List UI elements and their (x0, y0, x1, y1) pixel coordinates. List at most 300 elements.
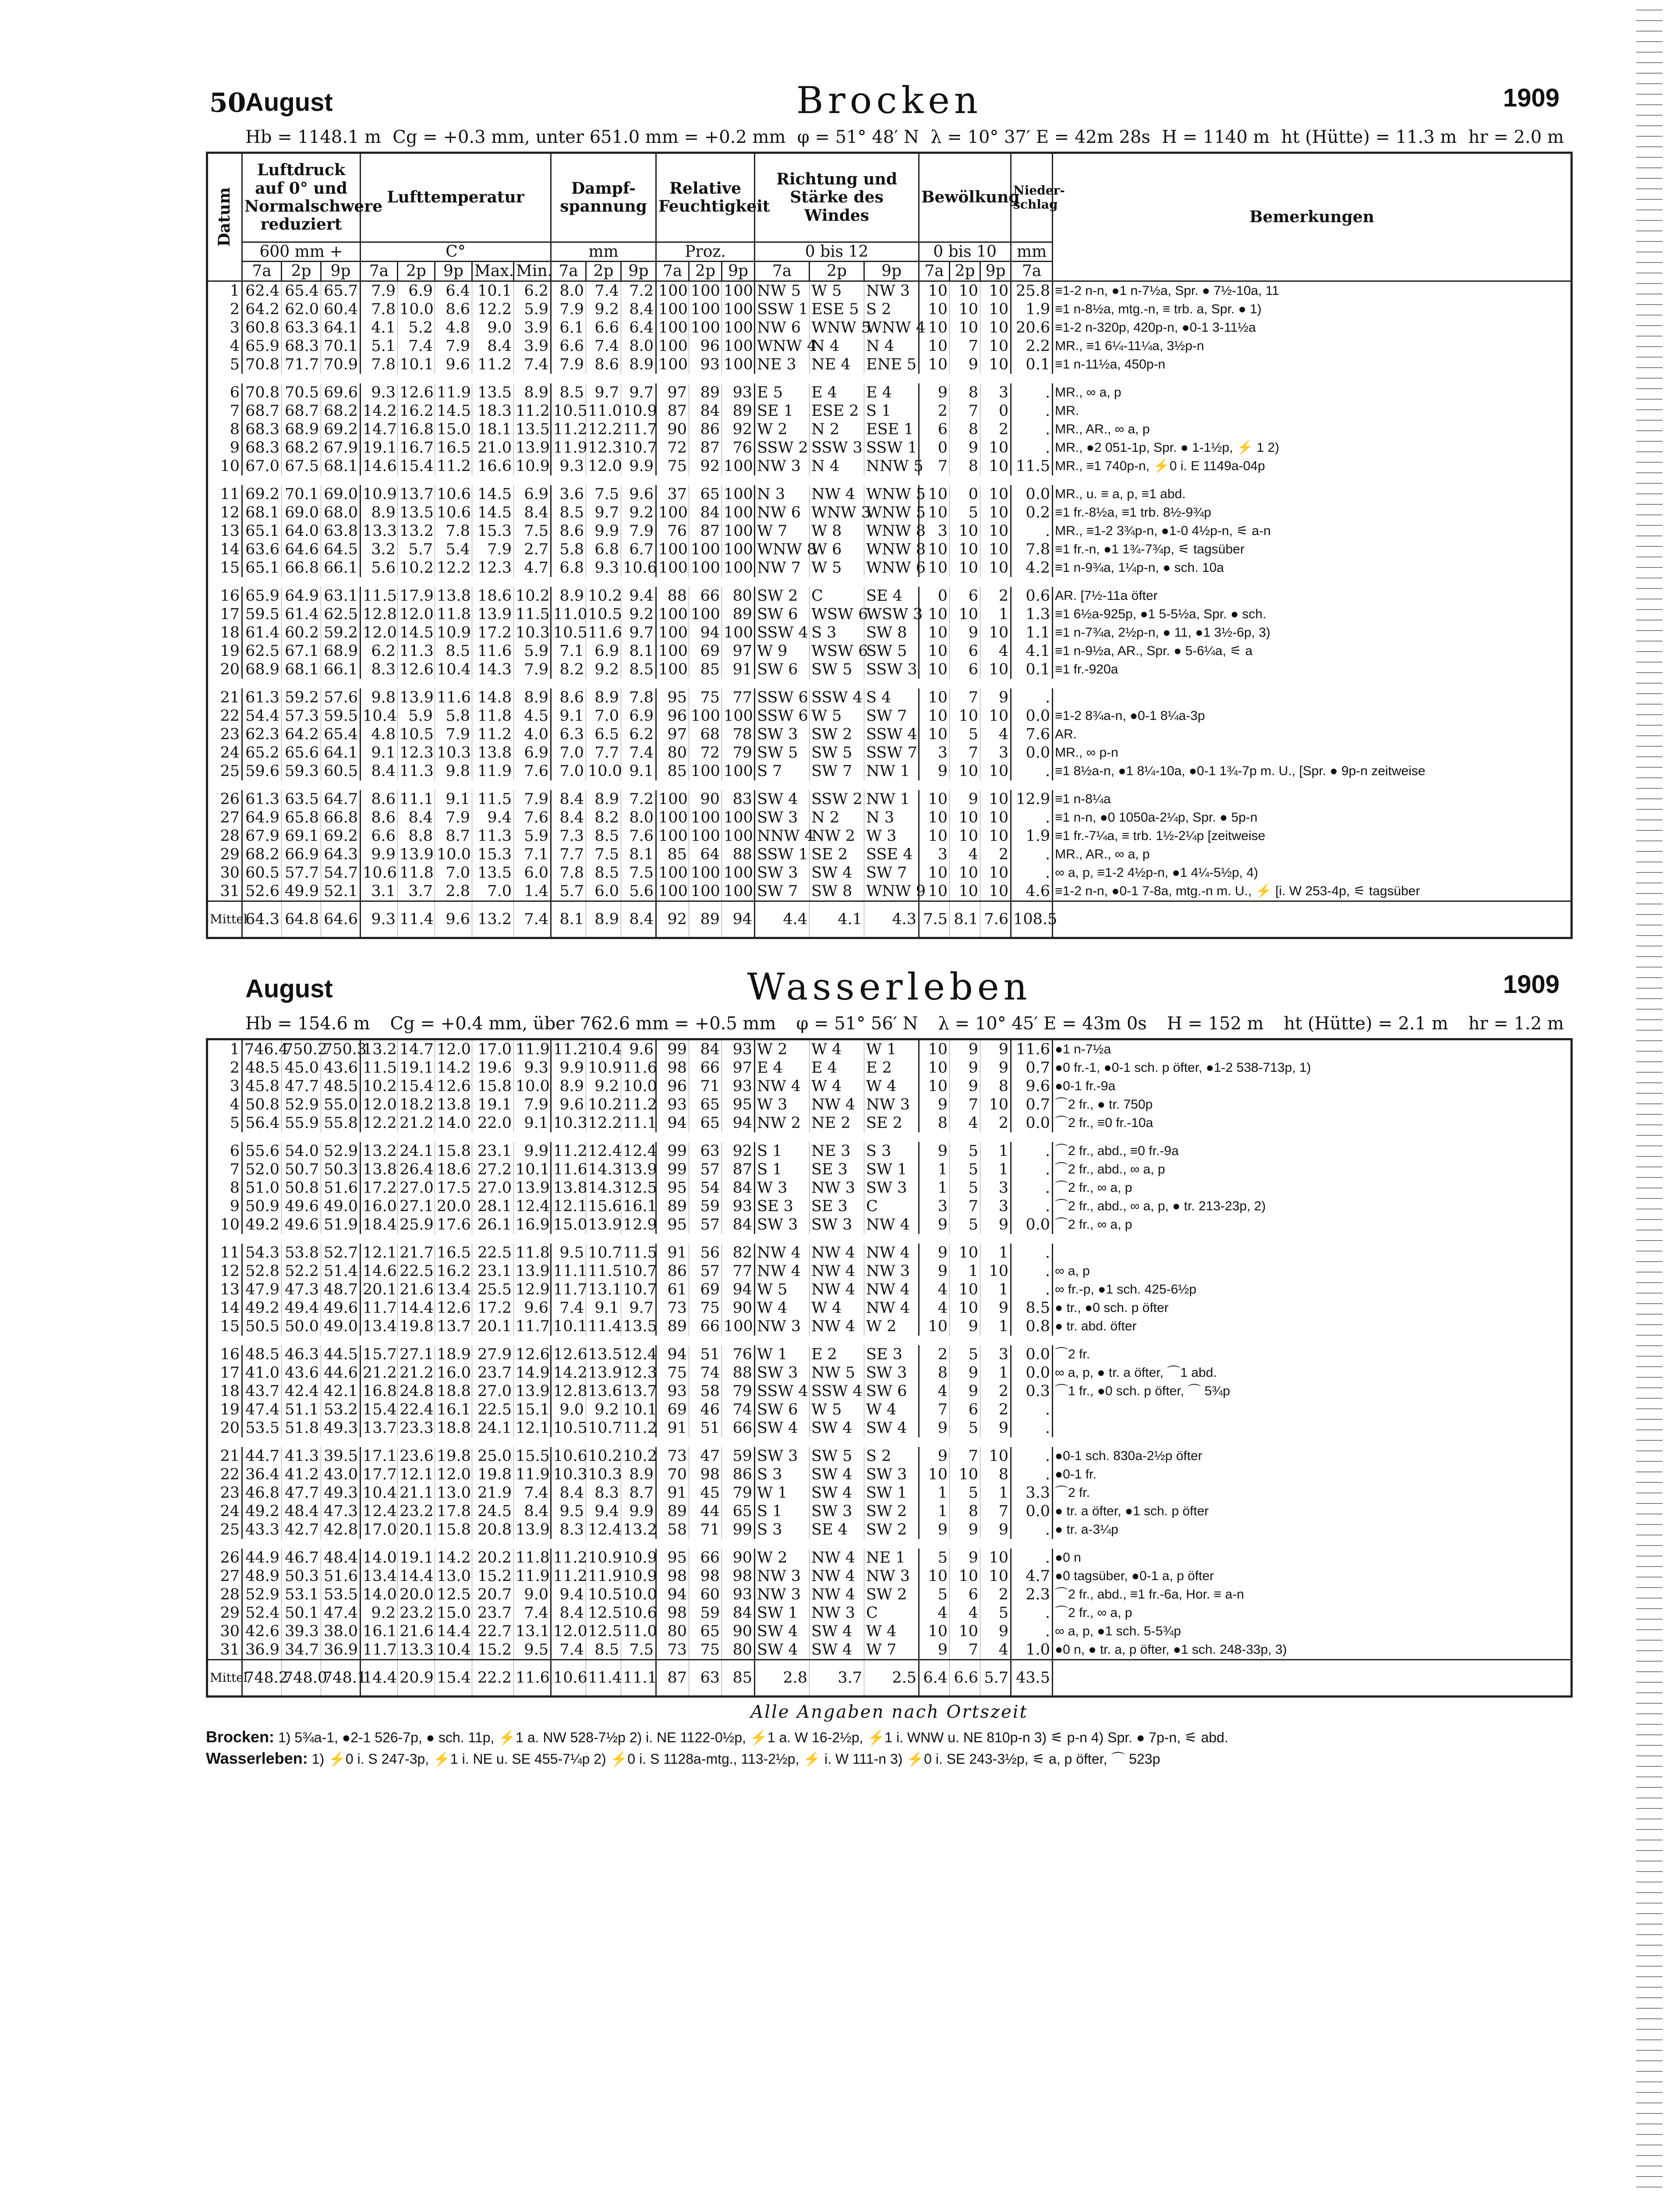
value-cell: 25.0 (472, 1447, 514, 1465)
date-cell: 23 (207, 1484, 242, 1502)
value-cell: 9.8 (435, 762, 472, 780)
value-cell: 4 (980, 725, 1011, 744)
value-cell: 8.3 (361, 660, 398, 679)
value-cell: 69.2 (321, 827, 361, 845)
value-cell: 22.7 (472, 1622, 514, 1641)
value-cell: 16.2 (435, 1262, 472, 1280)
value-cell: 75 (689, 1299, 722, 1317)
value-cell: 15.7 (361, 1345, 398, 1364)
value-cell: 13.5 (514, 420, 551, 439)
value-cell: SW 7 (864, 864, 919, 882)
value-cell: 13.9 (514, 1179, 551, 1197)
value-cell: 7.4 (551, 1641, 586, 1660)
value-cell: 12.6 (398, 660, 435, 679)
value-cell: 10 (980, 624, 1011, 642)
value-cell: . (1011, 864, 1053, 882)
value-cell: 10 (980, 540, 1011, 559)
value-cell: 11.5 (1011, 457, 1053, 475)
value-cell: 8.6 (551, 688, 586, 707)
value-cell: 8.6 (361, 808, 398, 827)
value-cell: 66.8 (282, 559, 321, 577)
value-cell: 84 (689, 402, 722, 420)
value-cell: 53.1 (282, 1585, 321, 1604)
value-cell: 8.4 (472, 337, 514, 355)
value-cell: WNW 5 (864, 503, 919, 522)
value-cell: 16.9 (514, 1216, 551, 1234)
value-cell: 17.7 (361, 1465, 398, 1484)
value-cell: 89 (722, 402, 755, 420)
remarks-cell: ●0 n (1053, 1549, 1572, 1567)
value-cell: 48.7 (321, 1280, 361, 1299)
value-cell: SW 2 (864, 1521, 919, 1539)
value-cell: E 4 (810, 383, 864, 402)
value-cell: 11.2 (621, 1096, 656, 1114)
value-cell: 100 (689, 300, 722, 319)
value-cell: 62.5 (321, 605, 361, 624)
value-cell: 100 (689, 882, 722, 901)
value-cell: 8.5 (551, 503, 586, 522)
value-cell: 8.9 (586, 790, 621, 808)
value-cell: 1.0 (1011, 1641, 1053, 1660)
value-cell: 0.1 (1011, 355, 1053, 374)
table-row (207, 1567, 1572, 1585)
value-cell: 11.7 (361, 1641, 398, 1660)
date-cell: 28 (207, 1585, 242, 1604)
value-cell: . (1011, 1262, 1053, 1280)
value-cell: 10.7 (621, 1262, 656, 1280)
mean-cell: 4.4 (755, 901, 810, 938)
value-cell: 67.1 (282, 642, 321, 660)
value-cell: 49.4 (282, 1299, 321, 1317)
value-cell: 20.1 (398, 1521, 435, 1539)
value-cell: SW 3 (755, 1364, 810, 1382)
col-wind: Richtung und Stärke des Windes (755, 153, 919, 242)
value-cell: 1 (919, 1179, 950, 1197)
mean-cell: 5.7 (980, 1659, 1011, 1696)
value-cell: 14.2 (361, 402, 398, 420)
value-cell: 7 (950, 402, 980, 420)
value-cell: 11.9 (472, 762, 514, 780)
value-cell: 7.6 (621, 827, 656, 845)
value-cell: SSW 4 (810, 1382, 864, 1400)
value-cell: SW 4 (755, 790, 810, 808)
value-cell: 12.2 (472, 300, 514, 319)
value-cell: 10 (980, 1447, 1011, 1465)
value-cell: 66 (689, 1059, 722, 1077)
sub-9p: 9p (980, 262, 1011, 281)
value-cell: 11.1 (398, 790, 435, 808)
value-cell: 41.3 (282, 1447, 321, 1465)
value-cell: 66.1 (321, 660, 361, 679)
value-cell: 63.6 (242, 540, 282, 559)
value-cell: 8.2 (586, 808, 621, 827)
value-cell: 87 (656, 402, 689, 420)
value-cell: 10.9 (586, 1059, 621, 1077)
table-row (207, 1604, 1572, 1622)
value-cell: SE 2 (864, 1114, 919, 1132)
value-cell: 0.0 (1011, 1216, 1053, 1234)
value-cell: WNW 4 (864, 319, 919, 337)
remarks-cell: ● tr. a öfter, ●1 sch. p öfter (1053, 1502, 1572, 1521)
value-cell: 10 (919, 1317, 950, 1336)
value-cell: 76 (722, 1345, 755, 1364)
remarks-cell: ≡1 n-11½a, 450p-n (1053, 355, 1572, 374)
remarks-cell: ⌒2 fr., ≡0 fr.-10a (1053, 1114, 1572, 1132)
table-row (207, 1641, 1572, 1660)
value-cell: 6 (950, 587, 980, 605)
value-cell: 62.5 (242, 642, 282, 660)
row-spacer (207, 1336, 1572, 1345)
value-cell: 20.1 (361, 1280, 398, 1299)
value-cell: 10.5 (551, 1419, 586, 1437)
sub-7a: 7a (242, 262, 282, 281)
table-row (207, 1419, 1572, 1437)
value-cell: 10.2 (586, 587, 621, 605)
value-cell: 45.0 (282, 1059, 321, 1077)
value-cell: 9 (919, 1142, 950, 1160)
value-cell: 9.9 (621, 1502, 656, 1521)
date-cell: 15 (207, 559, 242, 577)
value-cell: W 4 (864, 1400, 919, 1419)
value-cell: 13.0 (435, 1484, 472, 1502)
value-cell: 66.8 (321, 808, 361, 827)
value-cell: 7.4 (514, 1484, 551, 1502)
value-cell: 15.8 (472, 1077, 514, 1096)
value-cell: 51.9 (321, 1216, 361, 1234)
date-cell: 2 (207, 300, 242, 319)
value-cell: 9 (919, 1419, 950, 1437)
value-cell: 1 (980, 1364, 1011, 1382)
value-cell: 9.7 (621, 624, 656, 642)
value-cell: 10 (919, 1622, 950, 1641)
value-cell: 4 (980, 642, 1011, 660)
value-cell: . (1011, 808, 1053, 827)
value-cell: 3 (919, 1197, 950, 1216)
date-cell: 5 (207, 355, 242, 374)
value-cell: 11.6 (472, 642, 514, 660)
value-cell: 5 (950, 1216, 980, 1234)
value-cell: ENE 5 (864, 355, 919, 374)
value-cell: 93 (656, 1096, 689, 1114)
value-cell: S 2 (864, 300, 919, 319)
value-cell: 20.0 (398, 1585, 435, 1604)
value-cell: 5.7 (551, 882, 586, 901)
value-cell: 4.1 (1011, 642, 1053, 660)
value-cell: 10 (980, 1549, 1011, 1567)
table-row (207, 1345, 1572, 1364)
value-cell: 9.3 (551, 457, 586, 475)
value-cell: 9.2 (621, 503, 656, 522)
value-cell: NW 6 (755, 503, 810, 522)
value-cell: SSW 2 (755, 439, 810, 457)
value-cell: 10.5 (586, 605, 621, 624)
value-cell: 10 (919, 688, 950, 707)
value-cell: 59.5 (321, 707, 361, 725)
value-cell: 6.9 (514, 485, 551, 503)
value-cell: 0 (980, 402, 1011, 420)
value-cell: 5 (919, 1585, 950, 1604)
value-cell: SW 3 (864, 1364, 919, 1382)
value-cell: 12.0 (551, 1622, 586, 1641)
brocken-const: H = 1140 m (1162, 127, 1270, 147)
date-cell: 10 (207, 457, 242, 475)
value-cell: SE 2 (810, 845, 864, 864)
value-cell: 10 (919, 300, 950, 319)
date-cell: 24 (207, 1502, 242, 1521)
value-cell: 9 (919, 1641, 950, 1660)
value-cell: 20.8 (472, 1521, 514, 1539)
value-cell: WNW 9 (864, 882, 919, 901)
value-cell: 8.6 (361, 790, 398, 808)
value-cell: SW 3 (755, 864, 810, 882)
value-cell: 52.7 (321, 1244, 361, 1262)
value-cell: S 1 (755, 1502, 810, 1521)
remarks-cell: ⌒2 fr., abd., ≡1 fr.-6a, Hor. ≡ a-n (1053, 1585, 1572, 1604)
value-cell: 64.6 (282, 540, 321, 559)
value-cell: 2 (980, 1382, 1011, 1400)
value-cell: 90 (656, 420, 689, 439)
value-cell: 10 (980, 790, 1011, 808)
value-cell: 43.0 (321, 1465, 361, 1484)
value-cell: 47.9 (242, 1280, 282, 1299)
value-cell: 13.8 (472, 744, 514, 762)
value-cell: SE 3 (755, 1197, 810, 1216)
value-cell: 13.2 (621, 1521, 656, 1539)
remarks-cell: ≡1 fr.-920a (1053, 660, 1572, 679)
value-cell: 93 (722, 1585, 755, 1604)
value-cell: E 5 (755, 383, 810, 402)
value-cell: 13.8 (435, 587, 472, 605)
value-cell: W 4 (810, 1077, 864, 1096)
value-cell: 7 (980, 1502, 1011, 1521)
remarks-cell: ●0-1 fr.-9a (1053, 1077, 1572, 1096)
value-cell: 9.3 (514, 1059, 551, 1077)
value-cell: 55.9 (282, 1114, 321, 1132)
value-cell: 15.4 (398, 457, 435, 475)
value-cell: 11.3 (472, 827, 514, 845)
value-cell: 7.9 (551, 300, 586, 319)
date-cell: 8 (207, 1179, 242, 1197)
value-cell: 10 (919, 605, 950, 624)
value-cell: 68.1 (321, 457, 361, 475)
value-cell: 3.3 (1011, 1484, 1053, 1502)
value-cell: 65.7 (321, 281, 361, 300)
value-cell: 63.5 (282, 790, 321, 808)
value-cell: 21.0 (472, 439, 514, 457)
value-cell: 2 (919, 1345, 950, 1364)
value-cell: 43.6 (282, 1364, 321, 1382)
value-cell: N 3 (864, 808, 919, 827)
value-cell: . (1011, 383, 1053, 402)
mean-cell: 64.8 (282, 901, 321, 938)
value-cell: 13.5 (472, 383, 514, 402)
value-cell: 16.2 (398, 402, 435, 420)
value-cell: 100 (689, 762, 722, 780)
value-cell: NW 3 (810, 1604, 864, 1622)
wasserleben-const: φ = 51° 56′ N (796, 1013, 918, 1034)
value-cell: NW 3 (864, 1567, 919, 1585)
remarks-cell: MR., ∞ a, p (1053, 383, 1572, 402)
mean-cell: 6.4 (919, 1659, 950, 1696)
value-cell: 9.6 (1011, 1077, 1053, 1096)
value-cell: 12.9 (1011, 790, 1053, 808)
sub-max: Max. (472, 262, 514, 281)
value-cell: 50.9 (242, 1197, 282, 1216)
value-cell: 46 (689, 1400, 722, 1419)
value-cell: 10.4 (586, 1039, 621, 1059)
value-cell: NW 4 (755, 1077, 810, 1096)
value-cell: 53.2 (321, 1400, 361, 1419)
value-cell: 11.2 (551, 1142, 586, 1160)
value-cell: 23.1 (472, 1262, 514, 1280)
table-row (207, 660, 1572, 679)
value-cell: 22.5 (472, 1400, 514, 1419)
mean-cell: 7.6 (980, 901, 1011, 938)
value-cell: 2 (980, 1114, 1011, 1132)
date-cell: 31 (207, 1641, 242, 1660)
value-cell: 10.2 (514, 587, 551, 605)
value-cell: 87 (722, 1160, 755, 1179)
remarks-cell: ⌒2 fr., abd., ∞ a, p, ● tr. 213-23p, 2) (1053, 1197, 1572, 1216)
value-cell: 75 (689, 1641, 722, 1660)
value-cell: 16.0 (361, 1197, 398, 1216)
remarks-cell: ●0-1 fr. (1053, 1465, 1572, 1484)
value-cell: 8.9 (514, 383, 551, 402)
value-cell: 50.8 (282, 1179, 321, 1197)
value-cell: NW 5 (810, 1364, 864, 1382)
value-cell: 0.0 (1011, 707, 1053, 725)
value-cell: 8.4 (551, 808, 586, 827)
value-cell: S 3 (755, 1465, 810, 1484)
value-cell: W 5 (810, 281, 864, 300)
value-cell: NW 2 (810, 827, 864, 845)
value-cell: 64.1 (321, 319, 361, 337)
value-cell: 24.1 (398, 1142, 435, 1160)
value-cell: NW 4 (810, 1567, 864, 1585)
value-cell: 0.6 (1011, 587, 1053, 605)
brocken-station: Brocken (796, 79, 983, 122)
value-cell: 12.3 (621, 1364, 656, 1382)
value-cell: 10 (919, 624, 950, 642)
remarks-cell: ∞ a, p, ●1 sch. 5-5¾p (1053, 1622, 1572, 1641)
value-cell: 78 (722, 725, 755, 744)
unit-wind: 0 bis 12 (755, 242, 919, 262)
value-cell: SW 4 (810, 864, 864, 882)
table-row (207, 1077, 1572, 1096)
value-cell: 9.2 (586, 1077, 621, 1096)
value-cell: 67.9 (321, 439, 361, 457)
value-cell: SSW 1 (755, 300, 810, 319)
value-cell: 9 (950, 1039, 980, 1059)
value-cell: 9.2 (586, 300, 621, 319)
table-row (207, 522, 1572, 540)
value-cell: 10 (919, 281, 950, 300)
value-cell: 12.6 (435, 1299, 472, 1317)
col-nieder: Nieder-schlag (1011, 153, 1053, 242)
date-cell: 14 (207, 540, 242, 559)
value-cell: 9 (950, 439, 980, 457)
value-cell: SW 7 (810, 762, 864, 780)
value-cell: 10 (950, 1299, 980, 1317)
value-cell: 57.6 (321, 688, 361, 707)
value-cell: 8.9 (514, 688, 551, 707)
value-cell: 11.4 (586, 1317, 621, 1336)
date-cell: 7 (207, 402, 242, 420)
remarks-cell: ⌒1 fr., ●0 sch. p öfter, ⌒ 5¾p (1053, 1382, 1572, 1400)
value-cell: 3.1 (361, 882, 398, 901)
value-cell: 7.0 (586, 707, 621, 725)
value-cell: 24.8 (398, 1382, 435, 1400)
value-cell: 10.0 (586, 762, 621, 780)
remarks-cell: ≡1-2 n-n, ●0-1 7-8a, mtg.-n m. U., ⚡ [i. W 253-4p, ⚟ tagsüber (1053, 882, 1572, 901)
value-cell: . (1011, 1521, 1053, 1539)
sub-2p: 2p (398, 262, 435, 281)
value-cell: 8.9 (361, 503, 398, 522)
value-cell: 95 (656, 688, 689, 707)
value-cell: SW 4 (810, 1641, 864, 1660)
value-cell: 9.5 (551, 1502, 586, 1521)
value-cell: 8.6 (435, 300, 472, 319)
value-cell: 2.3 (1011, 1585, 1053, 1604)
value-cell: 69.0 (282, 503, 321, 522)
value-cell: 7 (950, 744, 980, 762)
value-cell: 10 (980, 337, 1011, 355)
value-cell: N 4 (864, 337, 919, 355)
value-cell: 10.7 (586, 1419, 621, 1437)
value-cell: 49.2 (242, 1299, 282, 1317)
value-cell: 14.6 (361, 457, 398, 475)
value-cell: 27.0 (472, 1179, 514, 1197)
value-cell: 16.5 (435, 439, 472, 457)
value-cell: 10 (980, 559, 1011, 577)
value-cell: 48.5 (242, 1059, 282, 1077)
value-cell: 10.1 (621, 1400, 656, 1419)
value-cell: . (1011, 1142, 1053, 1160)
value-cell: 76 (656, 522, 689, 540)
value-cell: 16.1 (435, 1400, 472, 1419)
value-cell: NW 3 (755, 457, 810, 475)
row-spacer (207, 1437, 1572, 1447)
value-cell: 64.7 (321, 790, 361, 808)
value-cell: W 4 (864, 1622, 919, 1641)
value-cell: 9.9 (586, 522, 621, 540)
remarks-cell: ≡1 n-n, ●0 1050a-2¼p, Spr. ● 5p-n (1053, 808, 1572, 827)
value-cell: 9.1 (361, 744, 398, 762)
value-cell: 3 (980, 1345, 1011, 1364)
value-cell: 8.5 (621, 660, 656, 679)
value-cell: 9.3 (586, 559, 621, 577)
table-row (207, 1114, 1572, 1132)
value-cell: 7.9 (514, 790, 551, 808)
value-cell: 51 (689, 1419, 722, 1437)
value-cell: NW 4 (810, 485, 864, 503)
value-cell: 11.2 (551, 1039, 586, 1059)
value-cell: 4 (950, 845, 980, 864)
value-cell: 9.5 (551, 1244, 586, 1262)
value-cell: 44.9 (242, 1549, 282, 1567)
value-cell: 9.6 (514, 1299, 551, 1317)
value-cell: 3.9 (514, 319, 551, 337)
value-cell: 5.7 (398, 540, 435, 559)
value-cell: 61.4 (242, 624, 282, 642)
value-cell: 96 (656, 1077, 689, 1096)
value-cell: 15.4 (398, 1077, 435, 1096)
value-cell: 10.9 (514, 457, 551, 475)
value-cell: 67.9 (242, 827, 282, 845)
value-cell: 13.9 (514, 1262, 551, 1280)
value-cell: 7.6 (1011, 725, 1053, 744)
unit-luftdruck: 600 mm + (242, 242, 361, 262)
